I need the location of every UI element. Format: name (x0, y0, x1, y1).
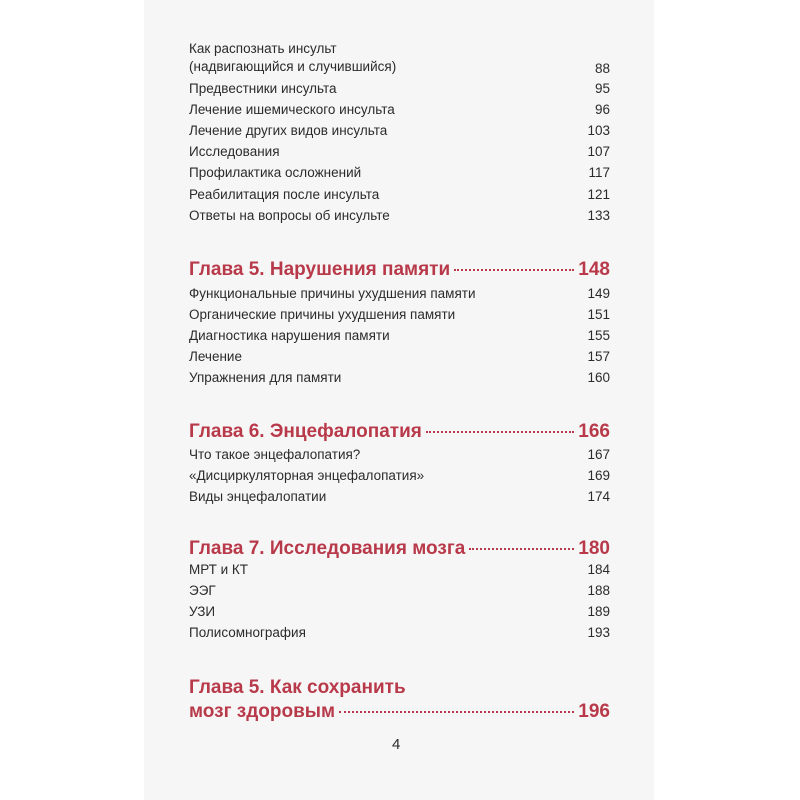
toc-entry-page: 96 (594, 102, 610, 117)
toc-entry-title: Лечение других видов инсульта (189, 123, 388, 138)
toc-entry-title: Что такое энцефалопатия? (189, 447, 361, 462)
toc-entry-page: 169 (587, 468, 610, 483)
page-number: 4 (392, 736, 401, 753)
toc-entry (189, 467, 610, 485)
dot-leader (469, 548, 574, 550)
toc-entry-page: 157 (587, 349, 610, 364)
toc-entry-page: 189 (587, 604, 610, 619)
toc-entry (189, 207, 610, 225)
toc-entry-page: 149 (587, 286, 610, 301)
toc-entry-title: Как распознать инсульт (189, 41, 337, 56)
dot-leader (339, 711, 574, 713)
toc-entry-page: 155 (587, 328, 610, 343)
toc-entry (189, 603, 610, 621)
toc-entry (189, 285, 610, 303)
toc-entry (189, 101, 610, 119)
toc-entry (189, 80, 610, 98)
toc-entry-title-cont: (надвигающийся и случившийся) (189, 59, 397, 74)
toc-entry-title: ЭЭГ (189, 583, 216, 598)
toc-entry-title: Предвестники инсульта (189, 81, 337, 96)
toc-entry-title: Лечение ишемического инсульта (189, 102, 395, 117)
toc-entry-page: 188 (587, 583, 610, 598)
toc-entry-page: 103 (587, 123, 610, 138)
toc-entry (189, 327, 610, 345)
toc-entry (189, 306, 610, 324)
chapter-heading (189, 537, 610, 561)
toc-entry (189, 624, 610, 642)
toc-entry (189, 40, 610, 76)
toc-entry (189, 446, 610, 464)
toc-entry-title: Органические причины ухудшения памяти (189, 307, 456, 322)
toc-entry (189, 582, 610, 600)
toc-entry-title: МРТ и КТ (189, 562, 249, 577)
dot-leader (426, 431, 574, 433)
toc-entry-title: Диагностика нарушения памяти (189, 328, 390, 343)
toc-entry-title: Реабилитация после инсульта (189, 187, 380, 202)
toc-entry-title: Виды энцефалопатии (189, 489, 327, 504)
toc-entry-title: Лечение (189, 349, 242, 364)
toc-entry (189, 488, 610, 506)
chapter-page: 196 (578, 701, 610, 722)
chapter-title: Глава 7. Исследования мозга (189, 538, 466, 559)
toc-entry-page: 193 (587, 625, 610, 640)
toc-entry-title: Упражнения для памяти (189, 370, 342, 385)
toc-entry (189, 561, 610, 579)
toc-entry-title: УЗИ (189, 604, 216, 619)
chapter-heading (189, 258, 610, 282)
toc-entry (189, 348, 610, 366)
toc-entry-page: 167 (587, 447, 610, 462)
toc-entry-page: 174 (587, 489, 610, 504)
toc-entry-title: Полисомнография (189, 625, 306, 640)
toc-entry-page: 151 (587, 307, 610, 322)
toc-entry-page: 95 (594, 81, 610, 96)
toc-entry (189, 164, 610, 182)
chapter-title: Глава 5. Как сохранить (189, 677, 406, 698)
toc-entry (189, 143, 610, 161)
chapter-page: 180 (578, 538, 610, 559)
toc-entry-page: 133 (587, 208, 610, 223)
toc-entry-title: Ответы на вопросы об инсульте (189, 208, 390, 223)
toc-entry-page: 121 (587, 187, 610, 202)
toc-entry-page: 160 (587, 370, 610, 385)
toc-entry-page: 107 (587, 144, 610, 159)
toc-entry-page: 184 (587, 562, 610, 577)
chapter-page: 148 (578, 259, 610, 280)
chapter-title: Глава 5. Нарушения памяти (189, 259, 451, 280)
toc-entry-title: «Дисциркуляторная энцефалопатия» (189, 468, 425, 483)
chapter-page: 166 (578, 421, 610, 442)
toc-entry-title: Профилактика осложнений (189, 165, 362, 180)
toc-entry (189, 369, 610, 387)
chapter-title: Глава 6. Энцефалопатия (189, 421, 422, 442)
toc-entry-title: Исследования (189, 144, 280, 159)
dot-leader (454, 269, 574, 271)
chapter-heading (189, 676, 610, 724)
toc-entry (189, 186, 610, 204)
toc-entry-page: 117 (588, 165, 610, 180)
toc-entry-title: Функциональные причины ухудшения памяти (189, 286, 476, 301)
chapter-heading (189, 420, 610, 444)
toc-entry (189, 122, 610, 140)
chapter-title-cont: мозг здоровым (189, 701, 336, 722)
toc-entry-page: 88 (594, 61, 610, 76)
